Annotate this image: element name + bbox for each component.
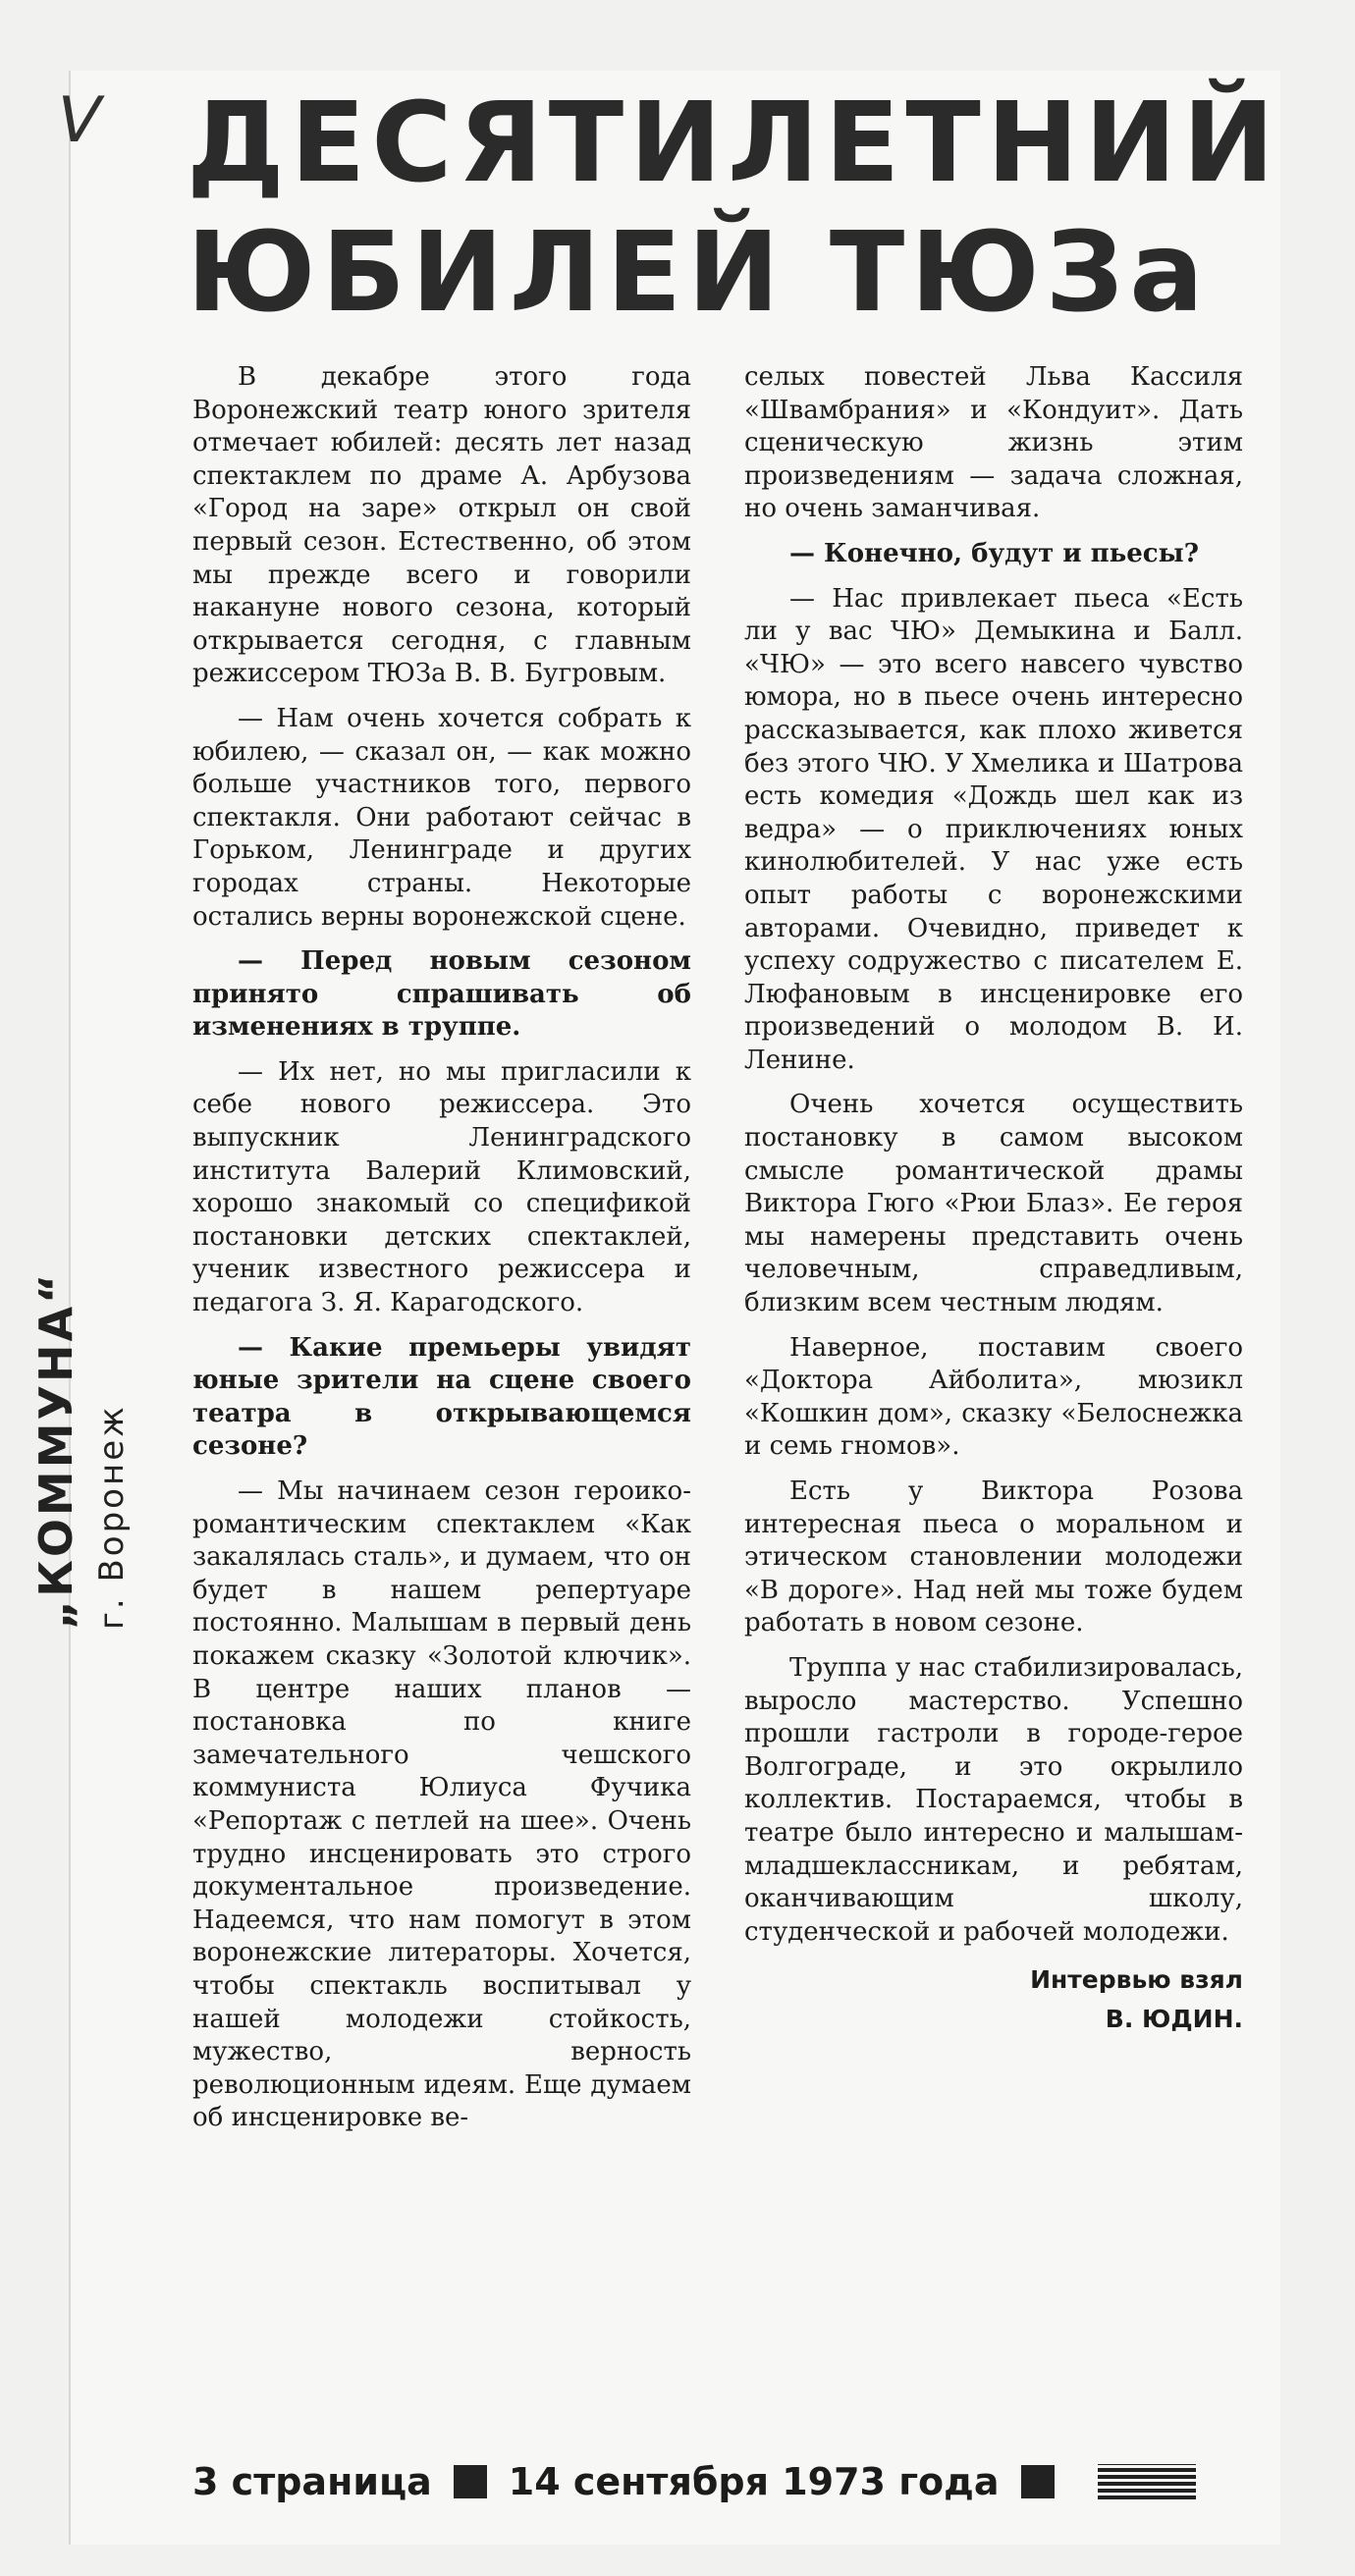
byline bbox=[744, 1960, 1243, 2039]
paragraph: Очень хочется осуществить постановку в самом высоком смысле романтической драмы Виктора Гюго «Рюи Блаз». Ее героя мы намерены представить очень человечным, справедливым, близким всем честным людям. bbox=[744, 1090, 1243, 1318]
paragraph: — Их нет, но мы пригласили к себе нового режиссера. Это выпускник Ленинградского института Валерий Климовский, хорошо знакомый со спецификой постановки детских спектаклей, ученик известного режиссера и педагога З. Я. Карагодского. bbox=[192, 1056, 691, 1318]
interviewer-question: — Конечно, будут и пьесы? bbox=[789, 538, 1199, 568]
article-column-right bbox=[744, 361, 1243, 2039]
issue-date: 14 сентября 1973 года bbox=[508, 2460, 1000, 2503]
interviewer-question: — Какие премьеры увидят юные зрители на сцене своего театра в открывающемся сезоне? bbox=[192, 1332, 691, 1462]
source-city: г. Воронеж bbox=[92, 1404, 132, 1630]
article-column-left bbox=[192, 361, 691, 2147]
article-headline bbox=[187, 79, 1280, 338]
page-footer bbox=[192, 2460, 1253, 2503]
separator-square-icon bbox=[1021, 2465, 1055, 2498]
headline-line-1: ДЕСЯТИЛЕТНИЙ bbox=[187, 80, 1280, 207]
paragraph: — Нам очень хочется собрать к юбилею, — сказал он, — как можно больше участников того, первого спектакля. Они работают сейчас в Горьком, Ленинграде и других городах страны. Некоторые остались верны воронежской сцене. bbox=[192, 703, 691, 932]
striped-bar-icon bbox=[1098, 2464, 1196, 2499]
paragraph: — Нас привлекает пьеса «Есть ли у вас ЧЮ» Демыкина и Балл. «ЧЮ» — это всего навсего чувство юмора, но в пьесе очень интересно рассказывается, как плохо живется без этого ЧЮ. У Хмелика и Шатрова есть комедия «Дождь шел как из ведра» — о приключениях юных кинолюбителей. У нас уже есть опыт работы с воронежскими авторами. Очевидно, приведет к успеху содружество с писателем Е. Люфановым в инсценировке его произведений о молодом В. И. Ленине. bbox=[744, 583, 1243, 1075]
source-paper-name: „КОММУНА“ bbox=[29, 1270, 82, 1630]
byline-label: Интервью взял bbox=[1030, 1965, 1243, 1995]
interviewer-question: — Перед новым сезоном принято спрашивать об изменениях в труппе. bbox=[192, 946, 691, 1043]
paragraph: Есть у Виктора Розова интересная пьеса о моральном и этическом становлении молодежи «В дороге». Над ней мы тоже будем работать в новом сезоне. bbox=[744, 1476, 1243, 1638]
paragraph: В декабре этого года Воронежский театр юного зрителя отмечает юбилей: десять лет назад спектаклем по драме А. Арбузова «Город на заре» открыл он свой первый сезон. Естественно, об этом мы прежде всего и говорили накануне нового сезона, который открывается сегодня, с главным режиссером ТЮЗа В. В. Бугровым. bbox=[192, 362, 691, 689]
separator-square-icon bbox=[454, 2465, 487, 2498]
paragraph: — Мы начинаем сезон героико-романтическим спектаклем «Как закалялась сталь», и думаем, что он будет в нашем репертуаре постоянно. Малышам в первый день покажем сказку «Золотой ключик». В центре наших планов — постановка по книге замечательного чешского коммуниста Юлиуса Фучика «Репортаж с петлей на шее». Очень трудно инсценировать это строго документальное произведение. Надеемся, что нам помогут в этом воронежские литераторы. Хочется, чтобы спектакль воспитывал у нашей молодежи стойкость, мужество, верность революционным идеям. Еще думаем об инсценировке ве- bbox=[192, 1476, 691, 2133]
paragraph: селых повестей Льва Кассиля «Швамбрания» и «Кондуит». Дать сценическую жизнь этим произведениям — задача сложная, но очень заманчивая. bbox=[744, 362, 1243, 524]
source-stamp bbox=[29, 1271, 132, 1630]
page-number: 3 страница bbox=[192, 2460, 432, 2503]
byline-author: В. ЮДИН. bbox=[1105, 2005, 1243, 2034]
paragraph: Труппа у нас стабилизировалась, выросло мастерство. Успешно прошли гастроли в городе-герое Волгограде, и это окрылило коллектив. Постараемся, чтобы в театре было интересно и малышам-младшеклассникам, и ребятам, оканчивающим школу, студенческой и рабочей молодежи. bbox=[744, 1652, 1243, 1947]
headline-line-2: ЮБИЛЕЙ ТЮЗа bbox=[187, 209, 1210, 337]
paragraph: Наверное, поставим своего «Доктора Айболита», мюзикл «Кошкин дом», сказку «Белоснежка и семь гномов». bbox=[744, 1332, 1243, 1462]
handwritten-check-mark: V bbox=[49, 84, 108, 157]
